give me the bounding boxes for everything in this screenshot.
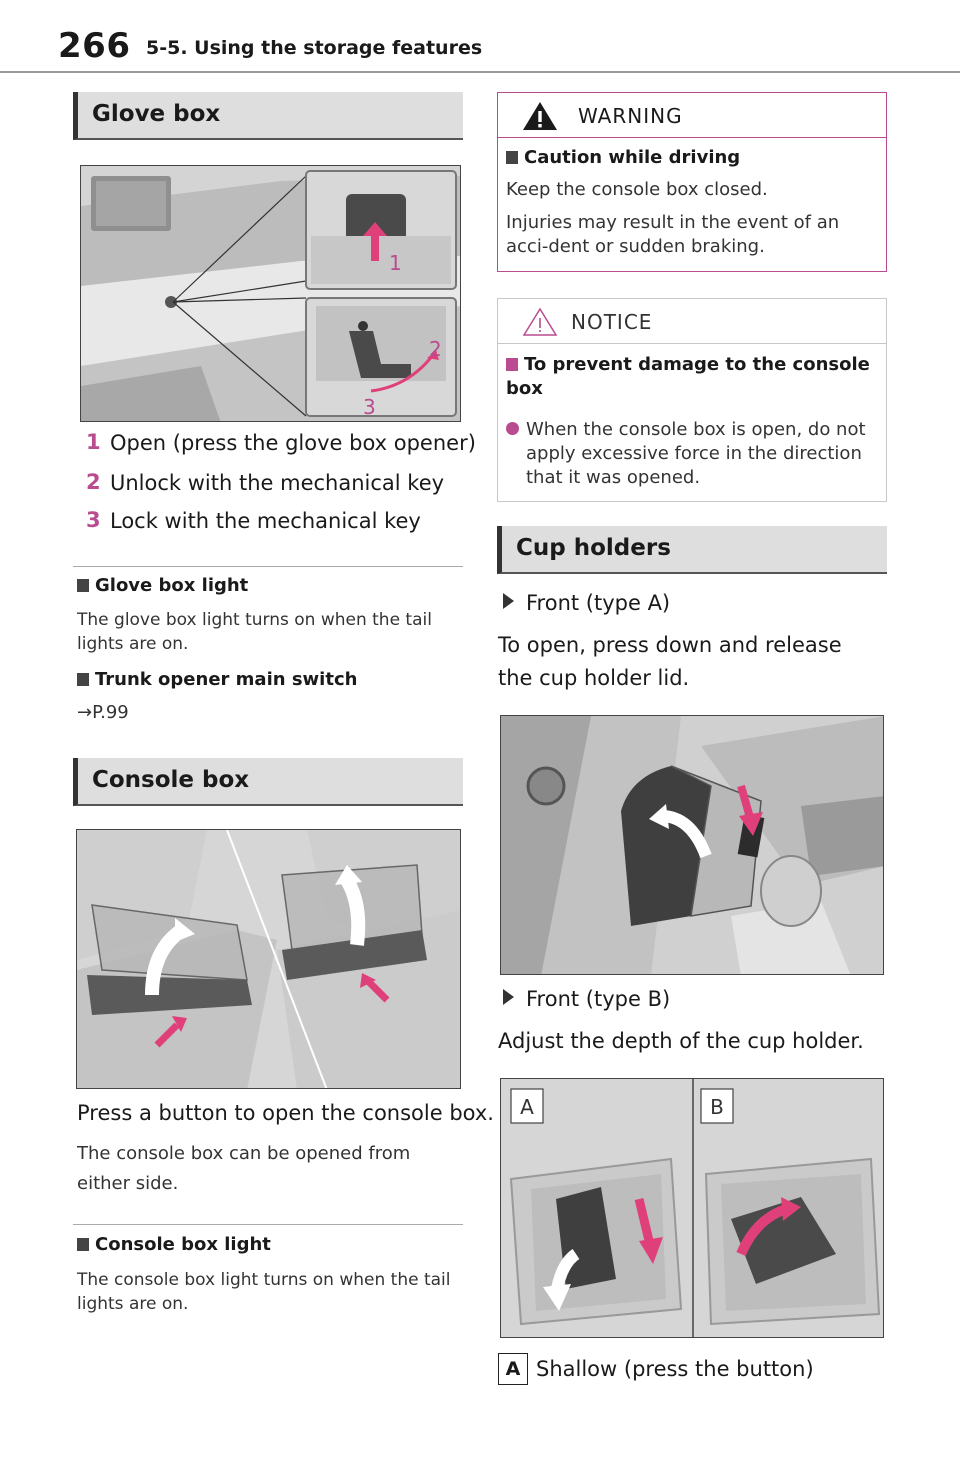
step-3 [86,508,101,532]
square-bullet-icon [506,358,518,371]
item-label-a: A [498,1353,528,1385]
item-a-text: Shallow (press the button) [536,1357,814,1381]
warning-line-2: Injuries may result in the event of an acci-dent or sudden braking. [506,212,840,257]
cup-holder-type-b-figure [500,1078,884,1338]
step-2-text: Unlock with the mechanical key [110,471,445,495]
trunk-opener-heading: Trunk opener main switch [77,669,357,690]
notice-heading: To prevent damage to the console box [506,354,870,399]
warning-line-1: Keep the console box closed. [506,179,768,200]
triangle-bullet-icon [503,593,514,609]
square-bullet-icon [506,151,518,164]
warning-triangle-icon [522,101,558,131]
page-number: 266 [58,26,131,66]
console-box-light-text: The console box light turns on when the tail lights are on. [77,1270,451,1314]
bullet-dot-icon [506,420,519,439]
caution-triangle-icon [522,307,558,337]
section-header-console-box [73,758,463,806]
console-box-instruction: Press a button to open the console box. [77,1101,494,1125]
step-3-text: Lock with the mechanical key [110,509,421,533]
notice-header [498,299,886,344]
warning-header [498,93,886,138]
divider [73,1224,463,1225]
figure-label-a: A [520,1095,534,1119]
type-b-text: Adjust the depth of the cup holder. [498,1029,864,1053]
square-bullet-icon [77,673,89,686]
figure-callout-2: 2 [429,337,442,361]
type-a-text: To open, press down and release the cup holder lid. [498,633,842,690]
notice-label: NOTICE [571,310,653,334]
notice-box [497,298,887,502]
console-box-figure [76,829,461,1089]
console-box-subtext: The console box can be opened from either side. [77,1143,411,1194]
step-1-text: Open (press the glove box opener) [110,431,476,455]
trunk-opener-page-link[interactable]: →P.99 [77,702,129,723]
warning-box [497,92,887,272]
console-box-light-heading: Console box light [77,1234,271,1255]
square-bullet-icon [77,1238,89,1251]
notice-bullet-text: When the console box is open, do not apply excessive force in the direction that it was opened. [526,419,866,488]
header-rule [0,71,960,73]
section-title: Console box [92,767,250,793]
type-b-heading: Front (type B) [503,983,670,1016]
step-number: 3 [86,508,101,532]
glove-box-light-text: The glove box light turns on when the tail lights are on. [77,610,432,654]
warning-heading: Caution while driving [506,147,740,168]
glove-box-figure [80,165,461,422]
square-bullet-icon [77,579,89,592]
cup-holder-type-a-figure [500,715,884,975]
figure-callout-3: 3 [363,395,376,419]
step-number: 1 [86,430,101,454]
triangle-bullet-icon [503,989,514,1005]
figure-label-b: B [710,1095,724,1119]
section-header-glove-box [73,92,463,140]
section-header-cup-holders [497,526,887,574]
chapter-title: 5-5. Using the storage features [146,37,483,59]
type-a-heading: Front (type A) [503,587,670,620]
figure-callout-1: 1 [389,251,402,275]
step-1 [86,430,101,454]
section-title: Cup holders [516,535,671,561]
divider [73,566,463,567]
glove-box-light-heading: Glove box light [77,575,248,596]
step-2 [86,470,101,494]
step-number: 2 [86,470,101,494]
warning-label: WARNING [578,104,683,128]
section-title: Glove box [92,101,221,127]
